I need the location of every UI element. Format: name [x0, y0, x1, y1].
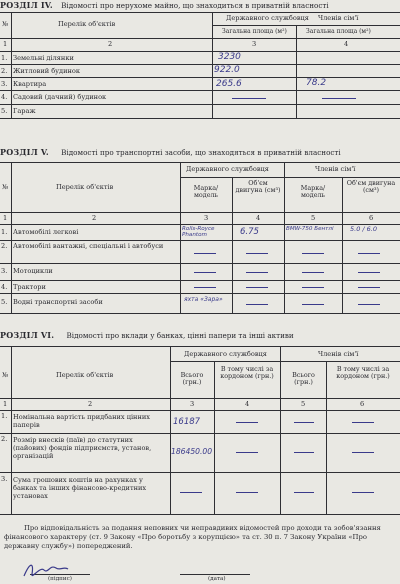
section-6-col-total: Всього (грн.) [180, 371, 204, 387]
table-row-no: 5. [1, 107, 8, 115]
section-5-col-declarant: Державного службовця [186, 165, 269, 173]
table-row-no: 2. [1, 242, 8, 250]
table-row-name: Сума грошових коштів на рахунках у банках та інших фінансово-кредитних установах [13, 476, 147, 501]
section-6-colnum: 1 [3, 400, 8, 408]
table-row-no: 2. [1, 67, 8, 75]
section-6-title: РОЗДІЛ VI. [0, 330, 55, 340]
table-row-name: Розмір внесків (паїв) до статутних (пайових) фондів підприємств, установ, організацій [13, 436, 152, 461]
table-row-no: 1. [1, 54, 8, 62]
section-4-col-family: Членів сім'ї [318, 14, 359, 22]
section-5-col-engine-family: Об'єм двигуна (см³) [346, 179, 396, 195]
table-row-name: Мотоцикли [13, 267, 53, 275]
apartment-area-value: 265.6 [216, 79, 242, 89]
section-5-col-engine: Об'єм двигуна (см³) [235, 179, 281, 195]
table-row-name: Автомобілі вантажні, спеціальні і автобуси [13, 242, 164, 250]
section-5-colnum: 3 [204, 214, 209, 222]
section-6-colnum: 2 [88, 400, 93, 408]
section-4-col-declarant: Державного службовця [226, 14, 309, 22]
car-brand-family-value: BMW-750 Бентлі [286, 226, 334, 232]
table-row-name: Гараж [13, 107, 36, 115]
boat-brand-value: яхта «Зара» [184, 296, 223, 303]
table-row-no: 3. [1, 80, 8, 88]
section-4-col-no: № [2, 20, 9, 28]
shares-value: 186450.00 [171, 447, 213, 456]
signature-label: (підпис) [48, 576, 72, 582]
section-5-colnum: 1 [3, 214, 8, 222]
table-row-no: 3. [1, 267, 8, 275]
section-4-col-area: Загальна площа (м²) [222, 28, 287, 35]
table-row-name: Житловий будинок [13, 67, 80, 75]
table-row-name: Земельні ділянки [13, 54, 74, 62]
section-5-colnum: 2 [92, 214, 97, 222]
section-6-caption: Відомості про вклади у банках, цінні папери та інші активи [66, 331, 294, 340]
section-4-title: РОЗДІЛ IV. [0, 0, 53, 10]
table-row-name: Квартира [13, 80, 47, 88]
table-row-name: Номінальна вартість придбаних цінних паперів [13, 413, 150, 430]
land-area-value: 3230 [218, 52, 241, 62]
table-row-no: 4. [1, 93, 8, 101]
apartment-area-family-value: 78.2 [306, 78, 327, 88]
section-5-caption: Відомості про транспортні засоби, що знаходяться в приватній власності [61, 148, 341, 157]
section-4-col-area-family: Загальна площа (м²) [306, 28, 371, 35]
section-6-col-total-family: Всього (грн.) [292, 371, 315, 387]
date-label: (дата) [208, 576, 226, 582]
section-5-col-brand: Марка/ модель [193, 184, 219, 200]
liability-notice: Про відповідальність за подання неповних чи неправдивих відомостей про доходи та зобов'язання фінансового характеру (ст. 9 Закону «Про боротьбу з корупцією» та ст. 30 п. 7 Закону України «Про державну службу») попереджений. [4, 524, 381, 551]
section-4-col-name: Перелік об'єктів [58, 20, 116, 28]
table-row-name: Трактори [13, 283, 46, 291]
table-row-name: Водні транспортні засоби [13, 298, 103, 306]
table-row-no: 3. [1, 475, 8, 483]
signature-scribble [20, 560, 70, 582]
section-6-colnum: 3 [190, 400, 195, 408]
car-engine-family-value: 5.0 / 6.0 [350, 225, 377, 233]
section-5-colnum: 5 [311, 214, 316, 222]
table-row-no: 1. [1, 412, 8, 420]
section-5-col-family: Членів сім'ї [315, 165, 356, 173]
car-engine-value: 6.75 [240, 227, 259, 237]
section-4-colnum: 4 [344, 40, 349, 48]
house-area-value: 922.0 [214, 65, 240, 75]
section-6-col-no: № [2, 371, 9, 379]
section-4-heading [0, 1, 329, 9]
section-6-colnum: 6 [360, 400, 365, 408]
table-row-no: 4. [1, 283, 8, 291]
section-5-col-name: Перелік об'єктів [56, 183, 114, 191]
section-4-caption: Відомості про нерухоме майно, що знаходиться в приватній власності [61, 1, 329, 10]
section-6-col-declarant: Державного службовця [184, 350, 267, 358]
section-5-col-brand-family: Марка/ модель [300, 184, 326, 200]
section-6-col-abroad: В тому числі за кордоном (грн.) [220, 365, 274, 381]
section-5-title: РОЗДІЛ V. [0, 147, 49, 157]
section-4-colnum: 1 [3, 40, 8, 48]
table-row-name: Автомобілі легкові [13, 228, 79, 236]
section-5-heading [0, 148, 341, 156]
table-row-name: Садовий (дачний) будинок [13, 93, 107, 101]
section-5-col-no: № [2, 183, 9, 191]
section-5-colnum: 4 [256, 214, 261, 222]
section-6-col-abroad-family: В тому числі за кордоном (грн.) [336, 365, 390, 381]
section-6-colnum: 4 [245, 400, 250, 408]
section-4-colnum: 2 [108, 40, 113, 48]
section-6-col-family: Членів сім'ї [318, 350, 359, 358]
section-5-colnum: 6 [369, 214, 374, 222]
table-row-no: 2. [1, 435, 8, 443]
car-brand-value: Rolls-Royce Phantom [182, 226, 215, 239]
table-row-no: 5. [1, 298, 8, 306]
section-6-colnum: 5 [301, 400, 306, 408]
securities-value: 16187 [173, 417, 201, 427]
section-4-colnum: 3 [252, 40, 257, 48]
section-6-heading [0, 331, 294, 339]
table-row-no: 1. [1, 228, 8, 236]
section-6-col-name: Перелік об'єктів [56, 371, 114, 379]
